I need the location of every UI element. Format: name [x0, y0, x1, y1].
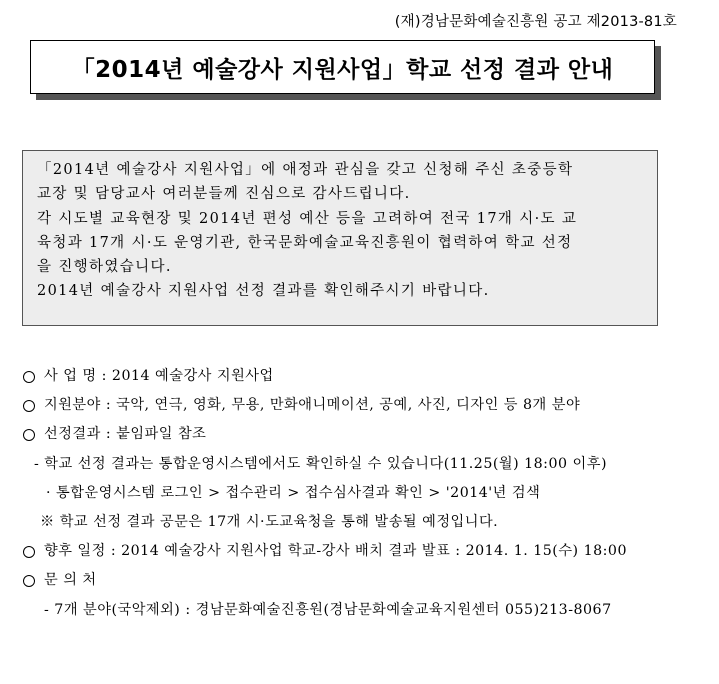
page-title: 「2014년 예술강사 지원사업」학교 선정 결과 안내 [71, 56, 614, 83]
intro-line: 「2014년 예술강사 지원사업」에 애정과 관심을 갖고 신청해 주신 초중등학 [37, 162, 574, 178]
contact-label: 문 의 처 [44, 572, 97, 589]
project-name: 사 업 명 : 2014 예술강사 지원사업 [44, 368, 274, 384]
contact-row [22, 566, 702, 595]
schedule: 향후 일정 : 2014 예술강사 지원사업 학교-강사 배치 결과 발표 : 2014. 1. 15(수) 18:00 [44, 543, 627, 560]
intro-line: 각 시도별 교육현장 및 2014년 편성 예산 등을 고려하여 전국 17개 시·도 교 [37, 210, 578, 227]
circle-bullet-icon [23, 371, 35, 383]
system-path: · 통합운영시스템 로그인 > 접수관리 > 접수심사결과 확인 > '2014'년 검색 [46, 484, 541, 501]
system-path-row [22, 479, 702, 508]
circle-bullet-icon [23, 575, 35, 587]
circle-bullet-icon [23, 546, 35, 558]
result-note: - 학교 선정 결과는 통합운영시스템에서도 확인하실 수 있습니다(11.25(월) 18:00 이후) [34, 455, 607, 472]
support-fields-row [22, 391, 702, 420]
intro-line: 을 진행하였습니다. [37, 259, 172, 276]
intro-box [22, 150, 658, 326]
official-notice: ※ 학교 선정 결과 공문은 17개 시·도교육청을 통해 발송될 예정입니다. [40, 513, 499, 530]
result-note-row [22, 450, 702, 479]
selection-result: 선정결과 : 붙임파일 참조 [44, 426, 207, 443]
contact-detail: - 7개 분야(국악제외) : 경남문화예술진흥원(경남문화예술교육지원센터 055)213-8067 [44, 601, 612, 618]
support-fields: 지원분야 : 국악, 연극, 영화, 무용, 만화애니메이션, 공예, 사진, 디자인 등 8개 분야 [44, 397, 581, 414]
title-box [30, 40, 655, 94]
intro-line: 교장 및 담당교사 여러분들께 진심으로 감사드립니다. [37, 186, 411, 203]
circle-bullet-icon [23, 400, 35, 412]
notice-number: (재)경남문화예술진흥원 공고 제2013-81호 [394, 14, 677, 30]
intro-line: 육청과 17개 시·도 운영기관, 한국문화예술교육진흥원이 협력하여 학교 선정 [37, 234, 573, 251]
contact-detail-row [22, 596, 702, 625]
circle-bullet-icon [23, 429, 35, 441]
details-list [22, 362, 702, 625]
intro-line: 2014년 예술강사 지원사업 선정 결과를 확인해주시기 바랍니다. [37, 283, 490, 300]
project-name-row [22, 362, 702, 391]
selection-result-row [22, 420, 702, 449]
official-notice-row [22, 508, 702, 537]
schedule-row [22, 537, 702, 566]
